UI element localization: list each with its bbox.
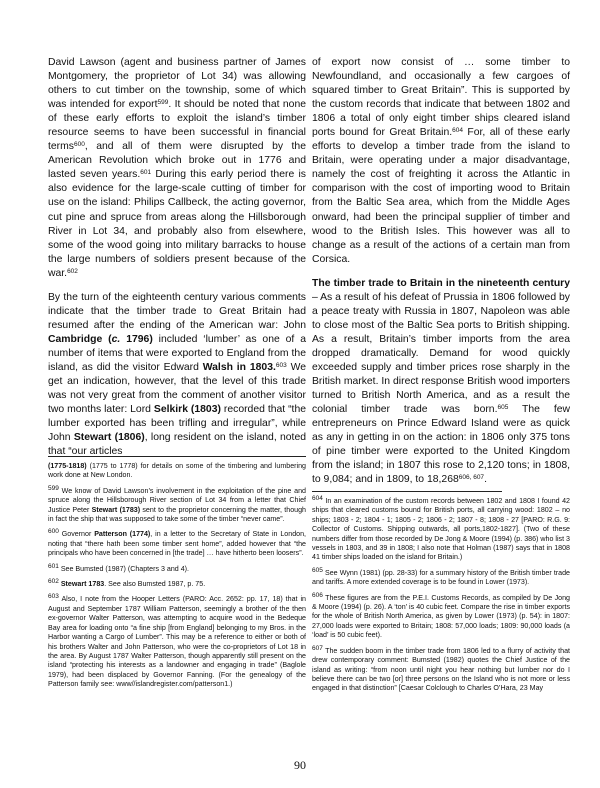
footnote-number: 605 [312,566,323,574]
footnotes-right [312,491,570,700]
section-heading: The timber trade to Britain in the nineteenth century [312,277,570,289]
paragraph-lawson [48,56,306,281]
footnote-605 [312,566,570,588]
text-run: , and all of them were disrupted by the American Revolution which broke out in 1776 and lasted seven years. [48,141,306,181]
footnote-continuation [48,462,306,481]
footnote-ref-606-607: 606, 607 [458,474,485,482]
footnote-number: 602 [48,578,59,586]
citation-year: in 1803. [232,361,276,373]
paragraph-nineteenth-century [312,277,570,488]
text-run: – As a result of his defeat of Prussia in 1806 followed by a peace treaty with Russia in 1807, Napoleon was able to close most of the Baltic Sea ports to British shipping. As a result, Britain’s timber imports from the area dropped dramatically. Demand for wood quickly exceeded supply and timber prices rose sharply in the British market. In direct response British wood importers turned to British North America, and as a result the colonial timber trade was born. [312,291,570,416]
footnote-599 [48,484,306,525]
text-run: For, all of these early efforts to develop a timber trade from the island to Britain, were operating under a major disadvantage, namely the cost of freighting it across the Atlantic in comparison with the cost of importing wood to Britain from the Baltic Sea area, which from the Middle Ages onward, had been the principal supplier of timber and wood to the British Isles. This however was all to change as a result of the actions of a certain man from Corsica. [312,127,570,265]
footnote-text: . See also Bumsted 1987, p. 75. [104,580,206,589]
footnote-603 [48,595,306,689]
footnote-number: 607 [312,644,323,652]
footnote-600 [48,530,306,558]
citation-stewart: Stewart (1806) [73,432,145,444]
footnote-text: In an examination of the custom records between 1802 and 1808 I found 42 ships that cleared customs bound for British ports, all carrying wood: 1802 – no ships; 1803 - 2; 1804 - 1; 1805 - 2; 1806 - 2; 1807 - 8; 1808 - 27 [PARO: R.G. 9: Collector of Customs. Shipping outwards, all ports,1802-1827]. (Two of these numbers differ from those recorded by De Jong & Moore (1994) (p. 386) who list 3 vessels in 1803, and 39 in 1808; I also note that Holman (1987) says that in 1808 41 timber ships loaded on the island for Britain.) [312,497,570,562]
footnote-number: 600 [48,528,59,536]
footnote-text: We know of David Lawson’s involvement in the exploitation of the pine and spruce along the Hillsborough River section of Lot 34 from a letter that Chief Justice Peter [48,486,306,514]
footnote-text: See Bumsted (1987) (Chapters 3 and 4). [58,564,189,573]
citation-bold: Stewart (1783) [91,505,141,514]
footnote-ref-603: 603 [275,361,287,369]
citation-cambridge: Cambridge [48,333,103,345]
footnote-ref-605: 605 [497,404,509,412]
footnote-606 [312,591,570,641]
footnote-ref-604: 604 [452,127,463,135]
footnote-text: , in a letter to the Secretary of State in London, noting that “there hath been some timber sent home”, added however that “the principals who have been concerned in [the trade] … have hitherto been loosers”. [48,530,307,558]
footnote-number: 604 [312,495,323,502]
citation-selkirk: Selkirk (1803) [153,404,221,416]
citation-circa: c. [111,333,121,345]
footnote-text: These figures are from the P.E.I. Customs Records, as compiled by De Jong & Moore (1994) (p. 26). A ‘ton’ is 40 cubic feet. Compare the rise in timber exports for the whole of British North America, as given by Lower (1973) (p. 54): in 1807: 27,000 loads were exported to Britain; 1808: 57,000 loads; 1809: 90,000 loads (a ‘load’ is 50 cubic feet). [312,593,570,640]
footnote-text: See Wynn (1981) (pp. 28-33) for a summary history of the British timber trade and tariffs. A more extended coverage is to be found in Lower (1973). [312,568,570,587]
footnote-ref-600: 600 [73,141,85,149]
text-run: David Lawson (agent and business partner of James Montgomery, the proprietor of Lot 34) was allowing others to cut timber on the township, some of which was intended for export [48,57,306,111]
paragraph-export [312,56,570,267]
footnote-rule [312,491,502,492]
text-run: of export now consist of … some timber to Newfoundland, and occasionally a few cargoes of squared timber to Great Britain”. This is supported by the custom records that indicate that between 1802 and 1806 a total of only eight timber ships cleared island ports bound for Great Britain. [312,57,570,139]
right-column [312,56,570,497]
footnote-602 [48,580,306,589]
footnote-number: 599 [48,484,59,492]
footnote-607 [312,644,570,694]
footnote-601 [48,562,306,574]
page-number: 90 [294,758,306,772]
footnote-text: Also, I note from the Hooper Letters (PARO: Acc. 2652: pp. 17, 18) that in August and September 1787 William Patterson, seemingly a brother of the then ex-governor Walter Patterson, was attempting to acquire wood in the Bedeque Bay area for loading onto “a fine ship [from England] belonging to my Bros. in the Harbor wanting a Cargo of Lumber”. This may be a reference to either or both of his brothers Walter and John Patterson, who were the co-proprietors of Lot 18 in the area. By August 1787 Walter Patterson, though apparently still present on the island “protecting his interests as a landowner and engaging in trade” (Baglole 1979), had been displaced by Governor Fanning. (For the genealogy of the Patterson family see: www//islandregister.com/patterson1.) [48,595,306,689]
citation-bold: Patterson (1774) [94,530,151,539]
footnote-604 [312,497,570,563]
footnote-ref-599: 599 [157,99,169,107]
text-run: . [484,474,487,486]
paragraph-turn-of-century [48,291,306,460]
text-run: We get an indication, however, that the level of this trade was not very great from the comment of another visitor two months later: Lord [48,361,306,416]
footnote-text: (1775 to 1778) for details on some of the timbering and lumbering work done at New London. [48,462,306,480]
footnote-ref-602: 602 [67,267,78,275]
text-run: included ‘lumber’ as one of a number of items that were exported to England from the island, as did the visitor Edward [48,333,306,373]
text-run: The few entrepreneurs on Prince Edward Island were as quick as any in getting in on the action: in 1806 only 375 tons of pine timber were exported to the United Kingdom from the island; in 1807 this rose to 2,120 tons; in 1808, to 9,084; and in 1809, to 18,268 [312,404,570,486]
citation-year: 1796) [120,333,153,345]
text-run: By the turn of the eighteenth century various comments indicate that the timber trade to Great Britain had resumed after the ending of the American war: John [48,291,306,331]
citation-bold: (1775-1818) [48,462,87,470]
footnotes-left [48,456,306,696]
text-run: recorded that “the lumber exported has been trifling and irregular”, while John [48,404,307,444]
left-column [48,56,306,469]
footnote-number: 603 [48,593,59,601]
footnote-ref-601: 601 [140,169,152,177]
citation-walsh: Walsh [202,361,233,373]
text-run: . It should be noted that none of these early efforts to exploit the island’s timber resource seems to have been successful in financial terms [48,99,307,153]
text-run: During this early period there is also evidence for the large-scale cutting of timber for use on the island: Philips Callbeck, the acting governor, cut pine and spruce from areas along the Hillsborough River in Lot 34, and probably also from elsewhere, some of the wood going into military barracks to house the large numbers of soldiers present because of the war. [48,169,306,279]
text-run: , long resident on the island, noted that “our articles [48,432,306,458]
footnote-text: The sudden boom in the timber trade from 1806 led to a flurry of activity that drew contemporary comment: Bumsted (1982) quotes the Chief Justice of the island as writing: “from noon until night you hear nothing but lumber nor do I believe there can be two [or] three persons on the Island who is not more or less engaged in that distinction” [Caesar Colclough to Charles O’Hara, 23 May [312,646,570,693]
footnote-text: sent to the proprietor concerning the matter, though in fact the ship that was supposed to take some of the timber “never came”. [48,505,306,524]
citation-bold: Stewart 1783 [58,580,105,589]
footnote-number: 601 [48,562,59,570]
citation-paren: ( [102,333,112,345]
footnote-number: 606 [312,591,323,599]
footnote-text: Governor [58,530,95,539]
footnote-rule [48,456,306,457]
